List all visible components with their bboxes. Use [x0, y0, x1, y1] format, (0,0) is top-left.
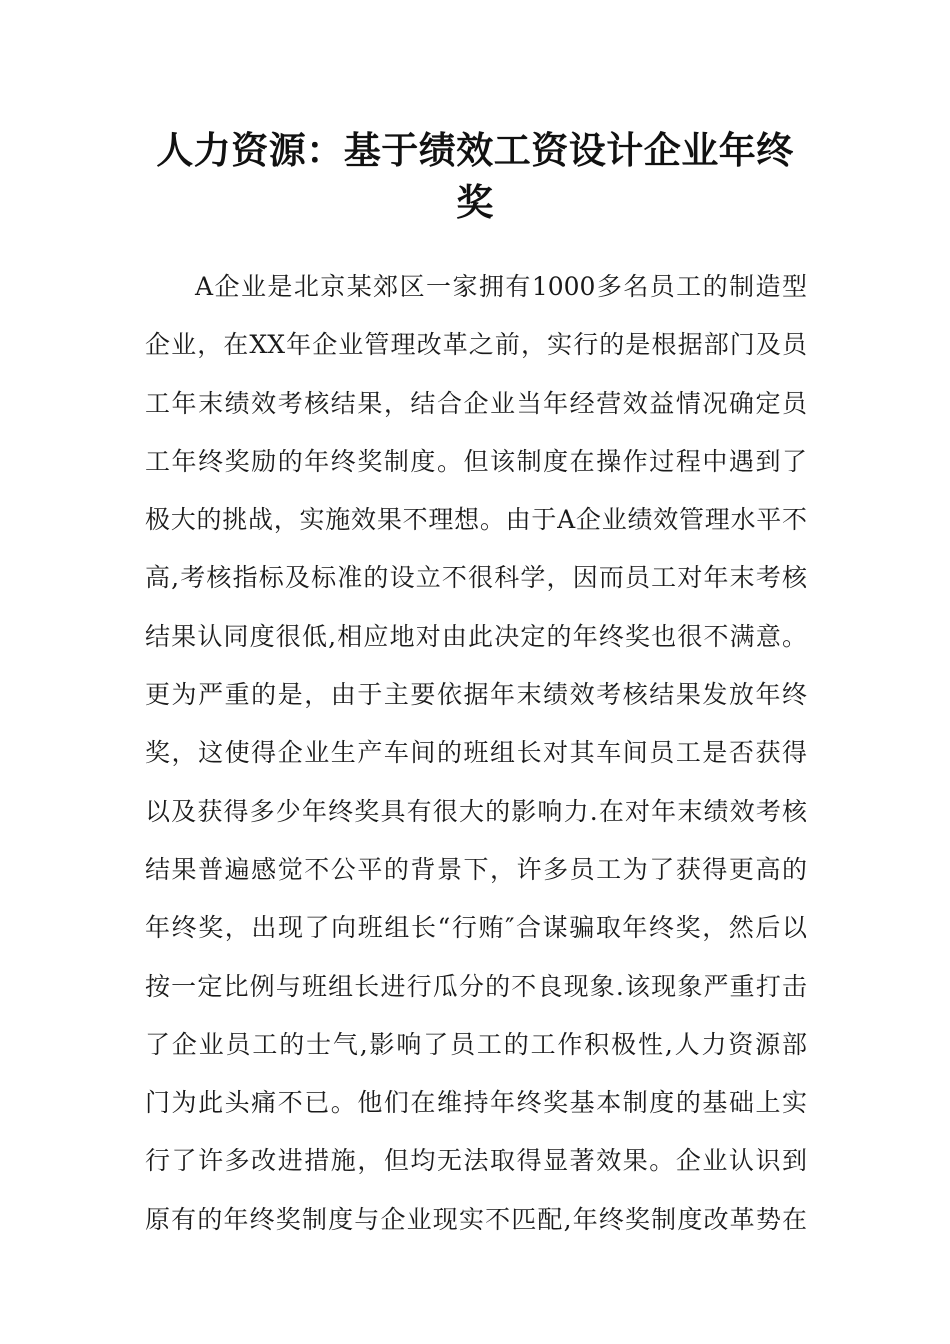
- paragraph-line: 以及获得多少年终奖具有很大的影响力.在对年末绩效考核: [145, 796, 807, 826]
- paragraph-line: 了企业员工的士气,影响了员工的工作积极性,人力资源部: [145, 1029, 807, 1059]
- paragraph-line: 奖，这使得企业生产车间的班组长对其车间员工是否获得: [145, 738, 807, 768]
- paragraph-line: 更为严重的是，由于主要依据年末绩效考核结果发放年终: [145, 680, 807, 710]
- paragraph-line: 极大的挑战，实施效果不理想。由于A企业绩效管理水平不: [145, 505, 807, 535]
- document-title: 人力资源：基于绩效工资设计企业年终奖: [156, 128, 794, 224]
- paragraph-line: 结果认同度很低,相应地对由此决定的年终奖也很不满意。: [145, 621, 807, 651]
- body-paragraph: [145, 258, 807, 1249]
- paragraph-line: 按一定比例与班组长进行瓜分的不良现象.该现象严重打击: [145, 971, 807, 1001]
- paragraph-line: 原有的年终奖制度与企业现实不匹配,年终奖制度改革势在: [145, 1204, 807, 1234]
- paragraph-line: 年终奖，出现了向班组长“行贿″合谋骗取年终奖，然后以: [145, 913, 807, 943]
- paragraph-line: 结果普遍感觉不公平的背景下，许多员工为了获得更高的: [145, 854, 807, 884]
- paragraph-line: 工年终奖励的年终奖制度。但该制度在操作过程中遇到了: [145, 446, 807, 476]
- paragraph-line: 高,考核指标及标准的设立不很科学，因而员工对年末考核: [145, 563, 807, 593]
- paragraph-line: 企业，在XX年企业管理改革之前，实行的是根据部门及员: [145, 330, 807, 360]
- paragraph-line: 门为此头痛不已。他们在维持年终奖基本制度的基础上实: [145, 1088, 807, 1118]
- paragraph-line: A企业是北京某郊区一家拥有1000多名员工的制造型: [195, 272, 807, 301]
- paragraph-line: 行了许多改进措施，但均无法取得显著效果。企业认识到: [145, 1146, 807, 1176]
- paragraph-line: 工年末绩效考核结果，结合企业当年经营效益情况确定员: [145, 388, 807, 418]
